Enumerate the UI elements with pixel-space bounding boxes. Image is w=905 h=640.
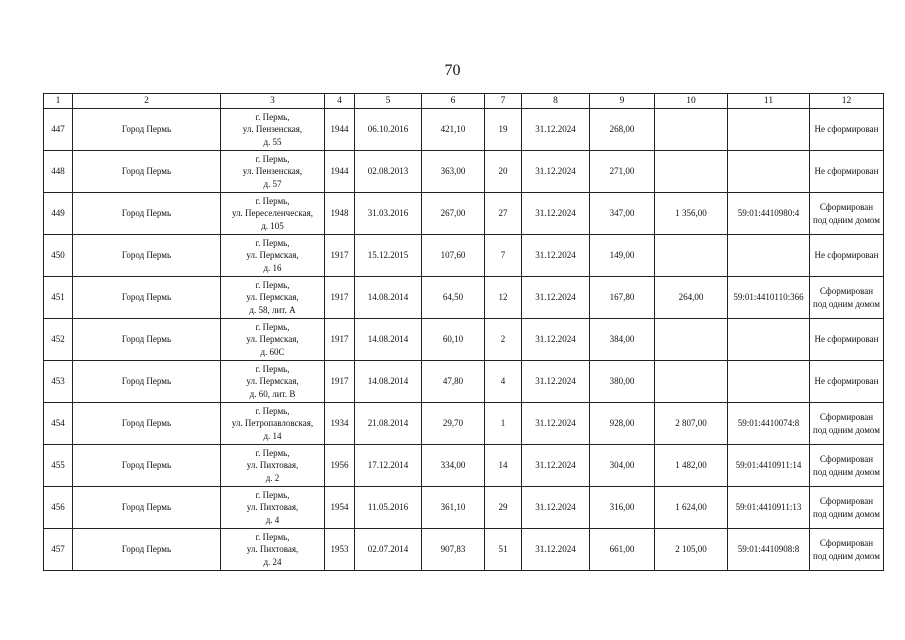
- address-line: ул. Пермская,: [246, 334, 299, 345]
- address-line: д. 105: [261, 220, 284, 231]
- municipality: Город Пермь: [73, 487, 221, 529]
- build-year: 1944: [325, 109, 355, 151]
- status-cell: [810, 361, 884, 403]
- table-row: [44, 361, 884, 403]
- build-year: 1934: [325, 403, 355, 445]
- value-col9: 380,00: [590, 361, 655, 403]
- address-line: ул. Переселенческая,: [231, 208, 314, 219]
- area-value: 363,00: [422, 151, 485, 193]
- column-header: 4: [325, 94, 355, 109]
- address-line: г. Пермь,: [255, 531, 290, 542]
- address-line: д. 60, лит. В: [249, 388, 296, 399]
- column-header: 10: [655, 94, 728, 109]
- land-area: [655, 235, 728, 277]
- row-number: 448: [44, 151, 73, 193]
- count-value: 1: [485, 403, 522, 445]
- table-row: [44, 151, 884, 193]
- status-line: под одним домом: [813, 508, 880, 519]
- municipality: Город Пермь: [73, 109, 221, 151]
- decision-date: 02.08.2013: [355, 151, 422, 193]
- land-area: [655, 361, 728, 403]
- column-header: 7: [485, 94, 522, 109]
- address-cell: [221, 319, 325, 361]
- municipality: Город Пермь: [73, 193, 221, 235]
- municipality: Город Пермь: [73, 277, 221, 319]
- deadline-date: 31.12.2024: [522, 151, 590, 193]
- address-line: ул. Пензенская,: [242, 166, 303, 177]
- deadline-date: 31.12.2024: [522, 319, 590, 361]
- deadline-date: 31.12.2024: [522, 529, 590, 571]
- address-line: ул. Пермская,: [246, 376, 299, 387]
- status-line: Сформирован: [819, 202, 874, 212]
- cadastral-number: 59:01:4410911:14: [728, 445, 810, 487]
- count-value: 7: [485, 235, 522, 277]
- cadastral-number: [728, 109, 810, 151]
- municipality: Город Пермь: [73, 445, 221, 487]
- decision-date: 06.10.2016: [355, 109, 422, 151]
- column-header: 9: [590, 94, 655, 109]
- status-cell: [810, 529, 884, 571]
- decision-date: 14.08.2014: [355, 361, 422, 403]
- status-line: Не сформирован: [814, 334, 879, 345]
- table-row: [44, 529, 884, 571]
- status-cell: [810, 445, 884, 487]
- status-line: Не сформирован: [814, 166, 879, 177]
- table-row: [44, 277, 884, 319]
- municipality: Город Пермь: [73, 361, 221, 403]
- deadline-date: 31.12.2024: [522, 361, 590, 403]
- count-value: 19: [485, 109, 522, 151]
- build-year: 1948: [325, 193, 355, 235]
- area-value: 421,10: [422, 109, 485, 151]
- municipality: Город Пермь: [73, 235, 221, 277]
- count-value: 20: [485, 151, 522, 193]
- deadline-date: 31.12.2024: [522, 403, 590, 445]
- address-cell: [221, 277, 325, 319]
- address-line: д. 16: [263, 262, 282, 273]
- address-line: д. 14: [263, 430, 282, 441]
- status-line: под одним домом: [813, 550, 880, 561]
- value-col9: 268,00: [590, 109, 655, 151]
- build-year: 1917: [325, 277, 355, 319]
- area-value: 907,83: [422, 529, 485, 571]
- row-number: 455: [44, 445, 73, 487]
- cadastral-number: 59:01:4410074:8: [728, 403, 810, 445]
- address-line: г. Пермь,: [255, 447, 290, 458]
- status-line: Сформирован: [819, 538, 874, 548]
- row-number: 451: [44, 277, 73, 319]
- value-col9: 384,00: [590, 319, 655, 361]
- address-line: д. 2: [265, 472, 280, 483]
- cadastral-number: 59:01:4410908:8: [728, 529, 810, 571]
- decision-date: 02.07.2014: [355, 529, 422, 571]
- value-col9: 271,00: [590, 151, 655, 193]
- build-year: 1917: [325, 235, 355, 277]
- land-area: [655, 109, 728, 151]
- column-header: 5: [355, 94, 422, 109]
- value-col9: 167,80: [590, 277, 655, 319]
- status-cell: [810, 151, 884, 193]
- municipality: Город Пермь: [73, 319, 221, 361]
- table-row: [44, 445, 884, 487]
- address-line: г. Пермь,: [255, 321, 290, 332]
- decision-date: 31.03.2016: [355, 193, 422, 235]
- land-area: [655, 319, 728, 361]
- cadastral-number: 59:01:4410980:4: [728, 193, 810, 235]
- area-value: 334,00: [422, 445, 485, 487]
- address-cell: [221, 487, 325, 529]
- count-value: 51: [485, 529, 522, 571]
- address-line: д. 55: [263, 136, 282, 147]
- address-line: ул. Пихтовая,: [246, 460, 299, 471]
- status-line: Сформирован: [819, 412, 874, 422]
- address-line: ул. Петропавловская,: [231, 418, 314, 429]
- address-cell: [221, 529, 325, 571]
- municipality: Город Пермь: [73, 403, 221, 445]
- cadastral-number: [728, 151, 810, 193]
- address-line: г. Пермь,: [255, 111, 290, 122]
- decision-date: 17.12.2014: [355, 445, 422, 487]
- address-line: д. 4: [265, 514, 280, 525]
- address-line: д. 58, лит. А: [249, 304, 296, 315]
- status-line: под одним домом: [813, 214, 880, 225]
- status-cell: [810, 193, 884, 235]
- address-line: д. 60С: [260, 346, 285, 357]
- deadline-date: 31.12.2024: [522, 487, 590, 529]
- value-col9: 661,00: [590, 529, 655, 571]
- area-value: 60,10: [422, 319, 485, 361]
- address-cell: [221, 193, 325, 235]
- address-line: г. Пермь,: [255, 195, 290, 206]
- land-area: 1 356,00: [655, 193, 728, 235]
- decision-date: 14.08.2014: [355, 319, 422, 361]
- status-line: под одним домом: [813, 424, 880, 435]
- municipality: Город Пермь: [73, 151, 221, 193]
- deadline-date: 31.12.2024: [522, 109, 590, 151]
- count-value: 29: [485, 487, 522, 529]
- row-number: 449: [44, 193, 73, 235]
- area-value: 47,80: [422, 361, 485, 403]
- status-line: Сформирован: [819, 496, 874, 506]
- address-line: г. Пермь,: [255, 489, 290, 500]
- count-value: 14: [485, 445, 522, 487]
- address-line: д. 57: [263, 178, 282, 189]
- address-line: ул. Пихтовая,: [246, 502, 299, 513]
- status-cell: [810, 235, 884, 277]
- build-year: 1954: [325, 487, 355, 529]
- row-number: 457: [44, 529, 73, 571]
- column-header: 8: [522, 94, 590, 109]
- address-line: ул. Пензенская,: [242, 124, 303, 135]
- status-cell: [810, 403, 884, 445]
- build-year: 1956: [325, 445, 355, 487]
- table-row: [44, 193, 884, 235]
- land-area: 264,00: [655, 277, 728, 319]
- count-value: 2: [485, 319, 522, 361]
- build-year: 1917: [325, 361, 355, 403]
- deadline-date: 31.12.2024: [522, 193, 590, 235]
- cadastral-number: [728, 361, 810, 403]
- decision-date: 11.05.2016: [355, 487, 422, 529]
- header-row: [44, 94, 884, 109]
- area-value: 107,60: [422, 235, 485, 277]
- row-number: 454: [44, 403, 73, 445]
- column-header: 1: [44, 94, 73, 109]
- area-value: 29,70: [422, 403, 485, 445]
- status-line: Сформирован: [819, 286, 874, 296]
- address-cell: [221, 151, 325, 193]
- address-line: д. 24: [263, 556, 282, 567]
- status-cell: [810, 319, 884, 361]
- row-number: 456: [44, 487, 73, 529]
- value-col9: 149,00: [590, 235, 655, 277]
- decision-date: 14.08.2014: [355, 277, 422, 319]
- status-cell: [810, 487, 884, 529]
- status-line: Не сформирован: [814, 250, 879, 261]
- register-table: [43, 93, 884, 571]
- municipality: Город Пермь: [73, 529, 221, 571]
- deadline-date: 31.12.2024: [522, 235, 590, 277]
- land-area: [655, 151, 728, 193]
- table-row: [44, 319, 884, 361]
- address-line: г. Пермь,: [255, 153, 290, 164]
- value-col9: 928,00: [590, 403, 655, 445]
- count-value: 27: [485, 193, 522, 235]
- count-value: 12: [485, 277, 522, 319]
- decision-date: 15.12.2015: [355, 235, 422, 277]
- row-number: 447: [44, 109, 73, 151]
- address-line: г. Пермь,: [255, 237, 290, 248]
- land-area: 1 624,00: [655, 487, 728, 529]
- table-row: [44, 487, 884, 529]
- status-line: под одним домом: [813, 466, 880, 477]
- deadline-date: 31.12.2024: [522, 277, 590, 319]
- land-area: 1 482,00: [655, 445, 728, 487]
- address-line: ул. Пермская,: [246, 292, 299, 303]
- cadastral-number: [728, 235, 810, 277]
- cadastral-number: 59:01:4410110:366: [728, 277, 810, 319]
- address-line: г. Пермь,: [255, 405, 290, 416]
- column-header: 6: [422, 94, 485, 109]
- row-number: 452: [44, 319, 73, 361]
- status-line: под одним домом: [813, 298, 880, 309]
- table-row: [44, 109, 884, 151]
- address-line: г. Пермь,: [255, 363, 290, 374]
- table-row: [44, 403, 884, 445]
- column-header: 2: [73, 94, 221, 109]
- status-cell: [810, 109, 884, 151]
- cadastral-number: [728, 319, 810, 361]
- value-col9: 304,00: [590, 445, 655, 487]
- decision-date: 21.08.2014: [355, 403, 422, 445]
- address-cell: [221, 445, 325, 487]
- build-year: 1953: [325, 529, 355, 571]
- address-cell: [221, 235, 325, 277]
- address-line: ул. Пихтовая,: [246, 544, 299, 555]
- area-value: 267,00: [422, 193, 485, 235]
- address-cell: [221, 403, 325, 445]
- status-line: Не сформирован: [814, 124, 879, 135]
- count-value: 4: [485, 361, 522, 403]
- column-header: 3: [221, 94, 325, 109]
- land-area: 2 807,00: [655, 403, 728, 445]
- address-line: г. Пермь,: [255, 279, 290, 290]
- area-value: 361,10: [422, 487, 485, 529]
- status-cell: [810, 277, 884, 319]
- area-value: 64,50: [422, 277, 485, 319]
- table-row: [44, 235, 884, 277]
- row-number: 453: [44, 361, 73, 403]
- column-header: 12: [810, 94, 884, 109]
- row-number: 450: [44, 235, 73, 277]
- address-line: ул. Пермская,: [246, 250, 299, 261]
- page-number: 70: [444, 62, 461, 79]
- value-col9: 347,00: [590, 193, 655, 235]
- status-line: Не сформирован: [814, 376, 879, 387]
- cadastral-number: 59:01:4410911:13: [728, 487, 810, 529]
- land-area: 2 105,00: [655, 529, 728, 571]
- address-cell: [221, 361, 325, 403]
- column-header: 11: [728, 94, 810, 109]
- value-col9: 316,00: [590, 487, 655, 529]
- build-year: 1944: [325, 151, 355, 193]
- deadline-date: 31.12.2024: [522, 445, 590, 487]
- address-cell: [221, 109, 325, 151]
- status-line: Сформирован: [819, 454, 874, 464]
- build-year: 1917: [325, 319, 355, 361]
